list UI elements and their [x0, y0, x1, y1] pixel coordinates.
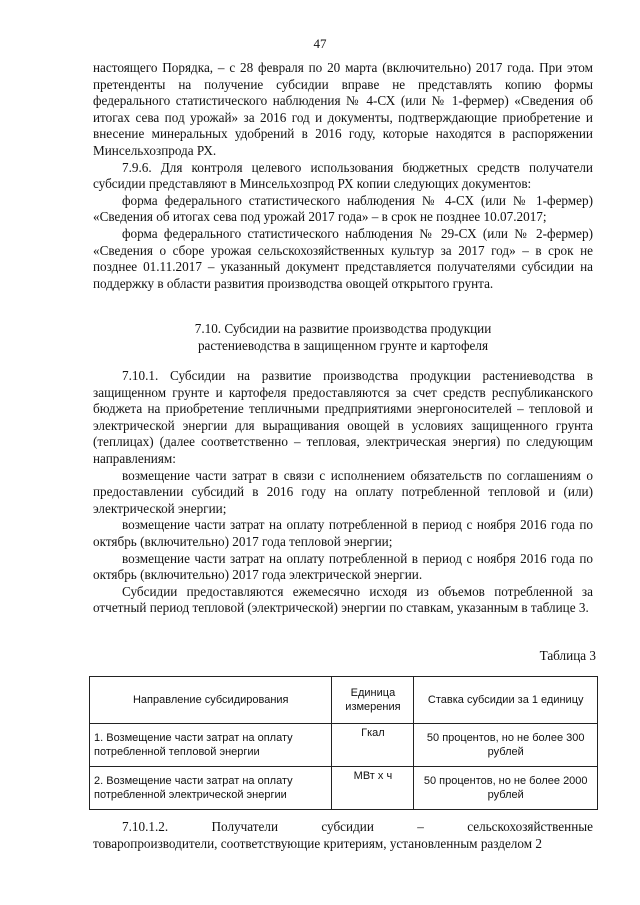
paragraph-direction-1: возмещение части затрат в связи с исполнением обязательств по соглашениям о предоставлении субсидий в 2016 году на оплату потребленной тепловой и (или) электрической энергии;	[93, 467, 593, 516]
page-number: 47	[313, 36, 327, 51]
table-row	[90, 767, 598, 810]
table-cell-unit: МВт x ч	[332, 767, 414, 810]
paragraph-7-10-1-2-second-line: товаропроизводители, соответствующие критериям, установленным разделом 2	[93, 836, 542, 851]
section-heading-line-1: 7.10. Субсидии на развитие производства продукции	[194, 321, 492, 336]
paragraph-7-9-6: 7.9.6. Для контроля целевого использования бюджетных средств получатели субсидии представляют в Минсельхозпрод РХ копии следующих документов:	[93, 159, 593, 192]
paragraph-7-10-1: 7.10.1. Субсидии на развитие производства продукции растениеводства в защищенном грунте и картофеля предоставляются за счет средств республиканского бюджета на приобретение тепличными предприятиями энергоносителей – тепловой и электрической энергии для выращивания овощей в условиях защищенного грунта (теплицах) (далее соответственно – тепловая, электрическая энергия) по следующим направлениям:	[93, 368, 593, 466]
word: сельскохозяйственные	[467, 819, 593, 834]
word: –	[417, 819, 424, 834]
paragraph-form-4-sx: форма федерального статистического наблюдения № 4-СХ (или № 1-фермер) «Сведения об итогах сева под урожай 2017 года» – в срок не позднее 10.07.2017;	[93, 192, 593, 225]
table-row	[90, 724, 598, 767]
paragraph-continuation: настоящего Порядка, – с 28 февраля по 20 марта (включительно) 2017 года. При этом претенденты на получение субсидии вправе не представлять копию формы федерального статистического наблюдения № 4-СХ (или № 1-фермер) «Сведения об итогах сева под урожай» за 2016 год и документы, подтверждающие приобретение и внесение минеральных удобрений в 2016 году, которые находятся в распоряжении Минсельхозпрода РХ.	[93, 60, 593, 158]
paragraph-direction-2: возмещение части затрат на оплату потребленной в период с ноября 2016 года по октябрь (включительно) 2017 года тепловой энергии;	[93, 517, 593, 549]
table-header-row	[90, 677, 598, 724]
word: Получатели	[211, 819, 279, 834]
paragraph-7-10-1-2-first-line	[93, 818, 593, 835]
bottom-text-block	[93, 818, 593, 852]
word: 7.10.1.2.	[122, 819, 169, 834]
table-cell-direction: 2. Возмещение части затрат на оплату потребленной электрической энергии	[90, 767, 332, 810]
paragraph-subsidy-rates: Субсидии предоставляются ежемесячно исходя из объемов потребленной за отчетный период тепловой (электрической) энергии по ставкам, указанным в таблице 3.	[93, 583, 593, 616]
word: субсидии	[321, 819, 374, 834]
table-cell-rate: 50 процентов, но не более 2000 рублей	[414, 767, 598, 810]
table-header-unit: Единица измерения	[332, 677, 414, 724]
table-header-direction: Направление субсидирования	[90, 677, 332, 724]
subsidy-rates-table	[89, 676, 598, 810]
table-caption: Таблица 3	[539, 648, 596, 663]
paragraph-form-29-sx: форма федерального статистического наблюдения № 29-СХ (или № 2-фермер) «Сведения о сборе урожая сельскохозяйственных культур за 2017 год» – в срок не позднее 01.11.2017 – указанный документ представляется получателями субсидии на поддержку в области развития производства овощей открытого грунта.	[93, 225, 593, 291]
table-cell-unit: Гкал	[332, 724, 414, 767]
section-heading-line-2: растениеводства в защищенном грунте и картофеля	[197, 338, 489, 353]
mid-text-block	[93, 368, 593, 617]
top-text-block	[93, 60, 593, 292]
paragraph-direction-3: возмещение части затрат на оплату потребленной в период с ноября 2016 года по октябрь (включительно) 2017 года электрической энергии.	[93, 550, 593, 583]
table-header-rate: Ставка субсидии за 1 единицу	[414, 677, 598, 724]
table-cell-rate: 50 процентов, но не более 300 рублей	[414, 724, 598, 767]
table-cell-direction: 1. Возмещение части затрат на оплату потребленной тепловой энергии	[90, 724, 332, 767]
section-heading-7-10	[93, 320, 593, 354]
